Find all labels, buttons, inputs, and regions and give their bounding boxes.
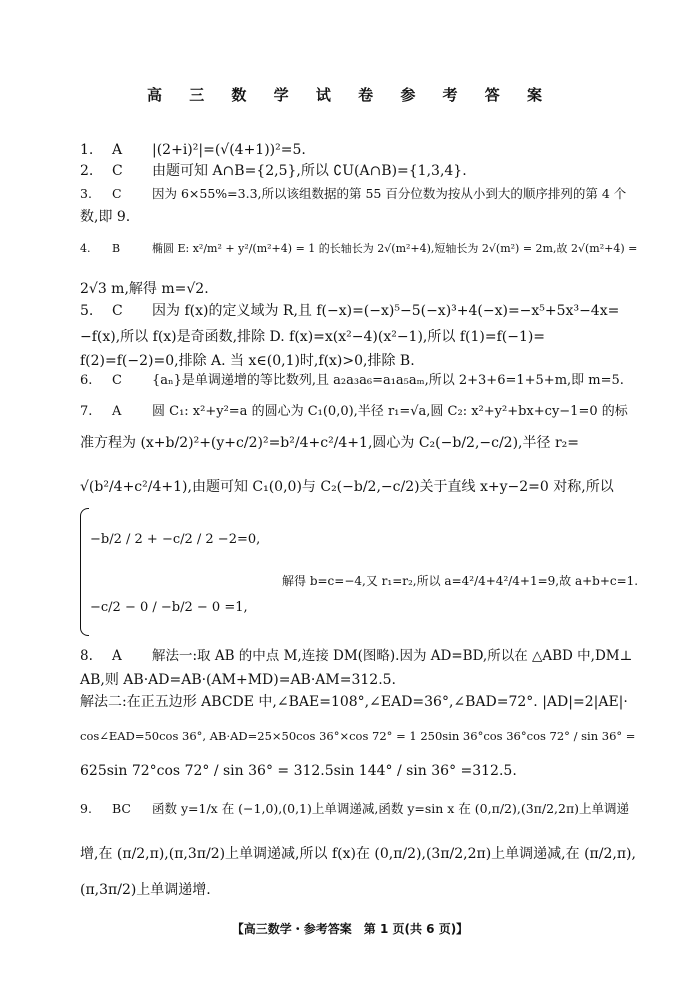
solution-text: 625sin 72°cos 72° / sin 36° = 312.5sin 144° / sin 36° =312.5. — [80, 763, 517, 779]
solution-text: 椭圆 E: x²/m² + y²/(m²+4) = 1 的长轴长为 2√(m²+4),短轴长为 2√(m²) = 2m,故 2√(m²+4) = — [152, 242, 638, 255]
answer-line — [80, 762, 517, 780]
page-title: 高 三 数 学 试 卷 参 考 答 案 — [146, 86, 553, 104]
answer-choice: BC — [112, 801, 131, 816]
page-footer: 【高三数学・参考答案 第 1 页(共 6 页)】 — [231, 922, 469, 936]
answer-line — [80, 845, 636, 863]
answer-line — [80, 328, 545, 346]
answer-choice: A — [112, 648, 122, 664]
solution-text: |(2+i)²|=(√(4+1))²=5. — [152, 142, 306, 158]
answer-line — [210, 572, 638, 590]
question-number: 6. — [80, 373, 93, 388]
question-number: 8. — [80, 648, 93, 664]
answer-line — [80, 162, 467, 180]
question-number: 3. — [80, 186, 92, 201]
question-number: 5. — [80, 303, 94, 319]
solution-text: 圆 C₁: x²+y²=a 的圆心为 C₁(0,0),半径 r₁=√a,圆 C₂: x²+y²+bx+cy−1=0 的标 — [152, 404, 628, 419]
solution-text: 解法一:取 AB 的中点 M,连接 DM(图略).因为 AD=BD,所以在 △ABD 中,DM⊥ — [152, 648, 633, 664]
solution-text: 因为 f(x)的定义域为 R,且 f(−x)=(−x)⁵−5(−x)³+4(−x)=−x⁵+5x³−4x= — [152, 303, 620, 319]
answer-line — [80, 240, 637, 258]
solution-text: 增,在 (π/2,π),(π,3π/2)上单调递减,所以 f(x)在 (0,π/2),(3π/2,2π)上单调递减,在 (π/2,π), — [80, 846, 636, 862]
answer-line — [80, 403, 628, 421]
answer-line — [80, 800, 629, 818]
answer-choice: B — [112, 242, 121, 255]
question-number: 7. — [80, 404, 93, 419]
solution-text: AB,则 AB·AD=AB·(AM+MD)=AB·AM=312.5. — [80, 672, 397, 688]
answer-line — [80, 302, 619, 320]
question-number: 1. — [80, 142, 94, 158]
answer-choice: C — [112, 186, 122, 201]
question-number: 4. — [80, 242, 91, 255]
answer-line — [80, 372, 624, 390]
answer-choice: C — [112, 303, 123, 319]
answer-line — [80, 693, 628, 711]
solution-text: 解得 b=c=−4,又 r₁=r₂,所以 a=4²/4+4²/4+1=9,故 a+b+c=1. — [282, 574, 639, 588]
solution-text: 由题可知 A∩B={2,5},所以 ∁U(A∩B)={1,3,4}. — [152, 163, 467, 179]
answer-line — [80, 647, 632, 665]
answer-line — [80, 727, 635, 745]
answer-line — [80, 141, 306, 159]
solution-text: 数,即 9. — [80, 209, 131, 225]
answer-line — [80, 434, 579, 452]
solution-text: √(b²/4+c²/4+1),由题可知 C₁(0,0)与 C₂(−b/2,−c/2)关于直线 x+y−2=0 对称,所以 — [80, 479, 614, 495]
solution-text: 准方程为 (x+b/2)²+(y+c/2)²=b²/4+c²/4+1,圆心为 C₂(−b/2,−c/2),半径 r₂= — [80, 435, 579, 451]
answer-choice: A — [112, 142, 123, 158]
solution-text: −f(x),所以 f(x)是奇函数,排除 D. f(x)=x(x²−4)(x²−1),所以 f(1)=f(−1)= — [80, 329, 546, 345]
answer-choice: A — [112, 404, 122, 419]
question-number: 2. — [80, 163, 94, 179]
answer-line — [80, 185, 626, 203]
solution-text: (π,3π/2)上单调递增. — [80, 882, 211, 898]
answer-choice: C — [112, 163, 123, 179]
solution-text: 函数 y=1/x 在 (−1,0),(0,1)上单调递减,函数 y=sin x 在 (0,π/2),(3π/2,2π)上单调递 — [152, 801, 630, 816]
answer-line — [80, 208, 130, 226]
solution-text: 解法二:在正五边形 ABCDE 中,∠BAE=108°,∠EAD=36°,∠BAD=72°. |AD|=2|AE|· — [80, 694, 628, 710]
solution-text: f(2)=f(−2)=0,排除 A. 当 x∈(0,1)时,f(x)>0,排除 B. — [80, 353, 415, 369]
answer-line — [80, 881, 211, 899]
equation-system-brace — [80, 508, 89, 636]
solution-text: 2√3 m,解得 m=√2. — [80, 281, 209, 297]
system-equation-1: −b/2 / 2 + −c/2 / 2 −2=0, — [90, 532, 261, 547]
system-equation-2: −c/2 − 0 / −b/2 − 0 =1, — [90, 600, 248, 615]
question-number: 9. — [80, 801, 92, 816]
answer-line — [80, 671, 396, 689]
solution-text: cos∠EAD=50cos 36°, AB·AD=25×50cos 36°×cos 72° = 1 250sin 36°cos 36°cos 72° / sin 36° = — [80, 729, 636, 743]
answer-line — [80, 280, 209, 298]
answer-choice: C — [112, 373, 122, 388]
answer-line — [80, 478, 614, 496]
solution-text: 因为 6×55%=3.3,所以该组数据的第 55 百分位数为按从小到大的顺序排列的第 4 个 — [152, 186, 627, 201]
solution-text: {aₙ}是单调递增的等比数列,且 a₂a₃a₆=a₁a₅aₘ,所以 2+3+6=1+5+m,即 m=5. — [152, 373, 624, 388]
answer-line — [80, 352, 415, 370]
